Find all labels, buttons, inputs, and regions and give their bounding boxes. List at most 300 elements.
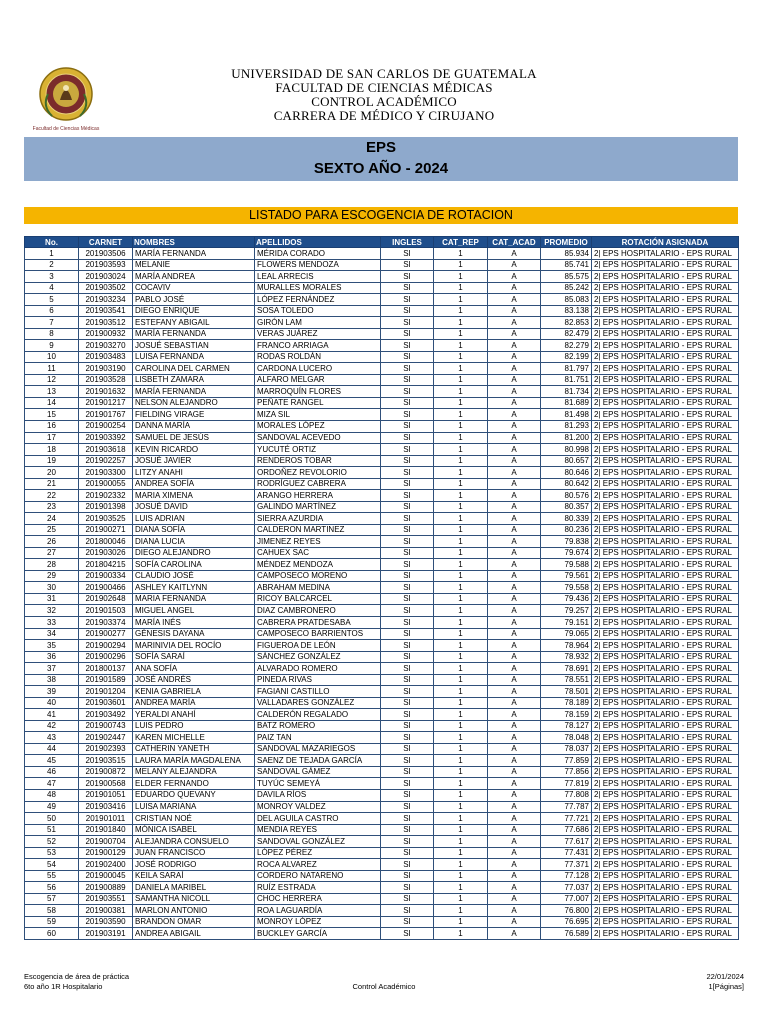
cell-cat-acad: A [488,397,541,409]
cell-no: 9 [25,340,79,352]
cell-rotacion: 2| EPS HOSPITALARIO - EPS RURAL [592,432,739,444]
cell-nombres: EDUARDO QUEVANY [133,789,255,801]
cell-ingles: SI [381,709,434,721]
footer-center: Control Académico [352,982,416,991]
cell-no: 29 [25,570,79,582]
cell-carnet: 201903590 [79,916,133,928]
cell-carnet: 201901840 [79,824,133,836]
cell-carnet: 201900254 [79,420,133,432]
cell-apellidos: SOSA TOLEDO [255,305,381,317]
cell-promedio: 79.257 [541,605,592,617]
cell-nombres: SAMANTHA NICOLL [133,893,255,905]
cell-nombres: JOSÉ RODRIGO [133,859,255,871]
cell-nombres: DIANA LUCIA [133,536,255,548]
cell-carnet: 201901204 [79,686,133,698]
cell-nombres: COCAVIV [133,282,255,294]
cell-carnet: 201903300 [79,467,133,479]
cell-ingles: SI [381,916,434,928]
cell-apellidos: RODRÍGUEZ CABRERA [255,478,381,490]
cell-apellidos: CAHUEX SAC [255,547,381,559]
cell-cat-rep: 1 [434,271,488,283]
cell-ingles: SI [381,386,434,398]
cell-rotacion: 2| EPS HOSPITALARIO - EPS RURAL [592,501,739,513]
cell-cat-acad: A [488,905,541,917]
col-header-rotacion: ROTACIÓN ASIGNADA [592,237,739,248]
cell-ingles: SI [381,905,434,917]
cell-apellidos: ROA LAGUARDÍA [255,905,381,917]
cell-nombres: MÓNICA ISABEL [133,824,255,836]
cell-carnet: 201900129 [79,847,133,859]
cell-cat-rep: 1 [434,893,488,905]
cell-carnet: 201903525 [79,513,133,525]
cell-cat-acad: A [488,743,541,755]
cell-apellidos: CHOC HERRERA [255,893,381,905]
cell-cat-acad: A [488,732,541,744]
cell-carnet: 201900277 [79,628,133,640]
cell-apellidos: PEÑATE RANGEL [255,397,381,409]
cell-promedio: 77.371 [541,859,592,871]
cell-carnet: 201903502 [79,282,133,294]
cell-cat-acad: A [488,720,541,732]
cell-carnet: 201903026 [79,547,133,559]
cell-rotacion: 2| EPS HOSPITALARIO - EPS RURAL [592,570,739,582]
cell-ingles: SI [381,697,434,709]
table-row [25,478,739,490]
cell-no: 43 [25,732,79,744]
cell-cat-rep: 1 [434,328,488,340]
cell-no: 37 [25,663,79,675]
cell-cat-acad: A [488,617,541,629]
cell-rotacion: 2| EPS HOSPITALARIO - EPS RURAL [592,559,739,571]
cell-carnet: 201903416 [79,801,133,813]
cell-cat-rep: 1 [434,513,488,525]
cell-carnet: 201903515 [79,755,133,767]
table-row [25,628,739,640]
cell-cat-rep: 1 [434,248,488,260]
cell-nombres: JOSUÉ SEBASTIAN [133,340,255,352]
cell-rotacion: 2| EPS HOSPITALARIO - EPS RURAL [592,490,739,502]
table-row [25,374,739,386]
cell-apellidos: CORDERO NATARENO [255,870,381,882]
cell-rotacion: 2| EPS HOSPITALARIO - EPS RURAL [592,824,739,836]
cell-rotacion: 2| EPS HOSPITALARIO - EPS RURAL [592,882,739,894]
cell-carnet: 201903374 [79,617,133,629]
cell-promedio: 83.138 [541,305,592,317]
cell-promedio: 77.787 [541,801,592,813]
cell-carnet: 201902447 [79,732,133,744]
cell-carnet: 201901051 [79,789,133,801]
cell-promedio: 77.037 [541,882,592,894]
cell-cat-rep: 1 [434,397,488,409]
cell-promedio: 85.083 [541,294,592,306]
cell-promedio: 81.498 [541,409,592,421]
cell-cat-rep: 1 [434,628,488,640]
cell-apellidos: CALDERON MARTINEZ [255,524,381,536]
cell-apellidos: BUCKLEY GARCÍA [255,928,381,940]
cell-no: 41 [25,709,79,721]
table-row [25,547,739,559]
cell-no: 42 [25,720,79,732]
cell-cat-rep: 1 [434,570,488,582]
cell-apellidos: VERAS JUÁREZ [255,328,381,340]
cell-ingles: SI [381,397,434,409]
col-header-no: No. [25,237,79,248]
cell-carnet: 201900294 [79,640,133,652]
cell-rotacion: 2| EPS HOSPITALARIO - EPS RURAL [592,697,739,709]
cell-nombres: GÉNESIS DAYANA [133,628,255,640]
year-title: SEXTO AÑO - 2024 [313,160,449,177]
cell-cat-acad: A [488,317,541,329]
cell-cat-acad: A [488,501,541,513]
cell-cat-rep: 1 [434,536,488,548]
cell-rotacion: 2| EPS HOSPITALARIO - EPS RURAL [592,813,739,825]
cell-ingles: SI [381,928,434,940]
cell-promedio: 77.721 [541,813,592,825]
cell-cat-acad: A [488,409,541,421]
cell-apellidos: SANDOVAL GONZÁLEZ [255,836,381,848]
cell-apellidos: ALFARO MELGAR [255,374,381,386]
cell-rotacion: 2| EPS HOSPITALARIO - EPS RURAL [592,859,739,871]
cell-nombres: KENIA GABRIELA [133,686,255,698]
table-row [25,490,739,502]
footer-doc-title: Escogencia de área de práctica [24,972,130,981]
cell-ingles: SI [381,363,434,375]
cell-cat-rep: 1 [434,778,488,790]
cell-rotacion: 2| EPS HOSPITALARIO - EPS RURAL [592,916,739,928]
cell-nombres: YERALDI ANAHÍ [133,709,255,721]
cell-ingles: SI [381,513,434,525]
cell-cat-rep: 1 [434,651,488,663]
cell-no: 20 [25,467,79,479]
table-row [25,559,739,571]
cell-ingles: SI [381,455,434,467]
cell-apellidos: ABRAHAM MEDINA [255,582,381,594]
cell-no: 44 [25,743,79,755]
cell-apellidos: GIRÓN LAM [255,317,381,329]
cell-apellidos: FIGUEROA DE LEÓN [255,640,381,652]
table-row [25,697,739,709]
cell-apellidos: MIZA SIL [255,409,381,421]
cell-rotacion: 2| EPS HOSPITALARIO - EPS RURAL [592,801,739,813]
table-row [25,397,739,409]
cell-carnet: 201903618 [79,444,133,456]
cell-nombres: BRANDON OMAR [133,916,255,928]
list-title: LISTADO PARA ESCOGENCIA DE ROTACION [24,207,738,224]
cell-no: 11 [25,363,79,375]
cell-promedio: 79.588 [541,559,592,571]
cell-apellidos: CARDONA LUCERO [255,363,381,375]
cell-promedio: 81.200 [541,432,592,444]
cell-cat-acad: A [488,328,541,340]
col-header-ingles: INGLES [381,237,434,248]
cell-cat-acad: A [488,859,541,871]
rotation-table [24,236,739,940]
cell-carnet: 201901589 [79,674,133,686]
cell-carnet: 201900381 [79,905,133,917]
cell-promedio: 78.551 [541,674,592,686]
cell-cat-rep: 1 [434,432,488,444]
cell-rotacion: 2| EPS HOSPITALARIO - EPS RURAL [592,374,739,386]
cell-nombres: MELANY ALEJANDRA [133,766,255,778]
cell-no: 2 [25,259,79,271]
cell-nombres: MARÍA ANDREA [133,271,255,283]
cell-promedio: 78.037 [541,743,592,755]
cell-no: 12 [25,374,79,386]
cell-carnet: 201903492 [79,709,133,721]
cell-nombres: SAMUEL DE JESÚS [133,432,255,444]
cell-ingles: SI [381,547,434,559]
cell-nombres: LAURA MARÍA MAGDALENA [133,755,255,767]
cell-apellidos: ORDOÑEZ REVOLORIO [255,467,381,479]
cell-nombres: MIGUEL ANGEL [133,605,255,617]
cell-nombres: SOFÍA CAROLINA [133,559,255,571]
cell-nombres: KEVIN RICARDO [133,444,255,456]
cell-nombres: MARIA XIMENA [133,490,255,502]
cell-no: 17 [25,432,79,444]
cell-ingles: SI [381,640,434,652]
cell-apellidos: RENDEROS TOBAR [255,455,381,467]
cell-promedio: 79.065 [541,628,592,640]
cell-promedio: 80.357 [541,501,592,513]
cell-no: 40 [25,697,79,709]
cell-apellidos: MONROY VALDEZ [255,801,381,813]
cell-carnet: 201900296 [79,651,133,663]
cell-nombres: ANDREA ABIGAIL [133,928,255,940]
cell-promedio: 77.617 [541,836,592,848]
cell-cat-rep: 1 [434,582,488,594]
cell-promedio: 78.691 [541,663,592,675]
cell-promedio: 77.431 [541,847,592,859]
cell-ingles: SI [381,778,434,790]
cell-cat-rep: 1 [434,259,488,271]
cell-rotacion: 2| EPS HOSPITALARIO - EPS RURAL [592,870,739,882]
cell-cat-acad: A [488,663,541,675]
cell-cat-rep: 1 [434,824,488,836]
cell-promedio: 76.695 [541,916,592,928]
cell-nombres: ESTEFANY ABIGAIL [133,317,255,329]
table-row [25,905,739,917]
cell-apellidos: CALDERÓN REGALADO [255,709,381,721]
cell-cat-acad: A [488,259,541,271]
cell-ingles: SI [381,859,434,871]
table-row [25,593,739,605]
cell-ingles: SI [381,432,434,444]
cell-apellidos: LÓPEZ PÉREZ [255,847,381,859]
cell-apellidos: CAMPOSECO BARRIENTOS [255,628,381,640]
cell-no: 15 [25,409,79,421]
cell-cat-rep: 1 [434,766,488,778]
cell-cat-rep: 1 [434,674,488,686]
cell-carnet: 201903392 [79,432,133,444]
cell-no: 45 [25,755,79,767]
table-row [25,282,739,294]
cell-cat-acad: A [488,709,541,721]
cell-no: 51 [25,824,79,836]
cell-cat-rep: 1 [434,928,488,940]
cell-nombres: ELDER FERNANDO [133,778,255,790]
cell-cat-rep: 1 [434,340,488,352]
table-row [25,420,739,432]
cell-nombres: ANDREA MARÍA [133,697,255,709]
cell-nombres: CATHERIN YANETH [133,743,255,755]
cell-no: 57 [25,893,79,905]
table-row [25,386,739,398]
table-row [25,444,739,456]
cell-no: 49 [25,801,79,813]
table-row [25,305,739,317]
cell-nombres: LUIS PEDRO [133,720,255,732]
cell-rotacion: 2| EPS HOSPITALARIO - EPS RURAL [592,467,739,479]
cell-ingles: SI [381,847,434,859]
cell-cat-rep: 1 [434,478,488,490]
cell-carnet: 201903270 [79,340,133,352]
cell-ingles: SI [381,524,434,536]
table-row [25,432,739,444]
cell-ingles: SI [381,674,434,686]
cell-rotacion: 2| EPS HOSPITALARIO - EPS RURAL [592,720,739,732]
table-row [25,640,739,652]
cell-ingles: SI [381,259,434,271]
table-row [25,294,739,306]
cell-ingles: SI [381,305,434,317]
cell-cat-rep: 1 [434,317,488,329]
cell-cat-acad: A [488,916,541,928]
cell-no: 60 [25,928,79,940]
cell-ingles: SI [381,351,434,363]
cell-cat-rep: 1 [434,732,488,744]
cell-ingles: SI [381,317,434,329]
cell-promedio: 79.151 [541,617,592,629]
table-row [25,686,739,698]
cell-cat-acad: A [488,870,541,882]
cell-cat-acad: A [488,351,541,363]
cell-carnet: 201903024 [79,271,133,283]
cell-cat-acad: A [488,467,541,479]
cell-cat-acad: A [488,674,541,686]
cell-rotacion: 2| EPS HOSPITALARIO - EPS RURAL [592,778,739,790]
cell-apellidos: RUÍZ ESTRADA [255,882,381,894]
cell-promedio: 77.007 [541,893,592,905]
cell-promedio: 79.561 [541,570,592,582]
cell-rotacion: 2| EPS HOSPITALARIO - EPS RURAL [592,420,739,432]
cell-promedio: 77.686 [541,824,592,836]
cell-carnet: 201900872 [79,766,133,778]
cell-carnet: 201902257 [79,455,133,467]
table-row [25,409,739,421]
cell-rotacion: 2| EPS HOSPITALARIO - EPS RURAL [592,547,739,559]
cell-cat-rep: 1 [434,305,488,317]
cell-no: 22 [25,490,79,502]
cell-cat-acad: A [488,248,541,260]
cell-nombres: DIEGO ALEJANDRO [133,547,255,559]
cell-promedio: 78.159 [541,709,592,721]
cell-cat-rep: 1 [434,916,488,928]
cell-ingles: SI [381,444,434,456]
cell-cat-acad: A [488,340,541,352]
cell-promedio: 79.558 [541,582,592,594]
cell-carnet: 201903528 [79,374,133,386]
cell-apellidos: LEAL ARRECIS [255,271,381,283]
cell-cat-acad: A [488,893,541,905]
career-name: CARRERA DE MÉDICO Y CIRUJANO [273,108,495,123]
table-header-row [25,237,739,248]
cell-promedio: 78.501 [541,686,592,698]
cell-cat-acad: A [488,374,541,386]
cell-no: 5 [25,294,79,306]
cell-carnet: 201900704 [79,836,133,848]
cell-nombres: DANNA MARÍA [133,420,255,432]
cell-promedio: 78.932 [541,651,592,663]
cell-ingles: SI [381,663,434,675]
table-row [25,847,739,859]
cell-ingles: SI [381,582,434,594]
table-row [25,513,739,525]
cell-cat-acad: A [488,271,541,283]
cell-cat-acad: A [488,593,541,605]
cell-cat-rep: 1 [434,859,488,871]
table-row [25,870,739,882]
cell-promedio: 82.279 [541,340,592,352]
cell-cat-rep: 1 [434,559,488,571]
col-header-cat-rep: CAT_REP [434,237,488,248]
cell-apellidos: DIAZ CAMBRONERO [255,605,381,617]
table-row [25,928,739,940]
cell-cat-acad: A [488,686,541,698]
cell-cat-rep: 1 [434,847,488,859]
cell-cat-rep: 1 [434,743,488,755]
cell-apellidos: TUYÚC SEMEYÁ [255,778,381,790]
program-band [24,137,738,181]
university-name: UNIVERSIDAD DE SAN CARLOS DE GUATEMALA [231,66,537,81]
cell-apellidos: LÓPEZ FERNÁNDEZ [255,294,381,306]
cell-rotacion: 2| EPS HOSPITALARIO - EPS RURAL [592,351,739,363]
cell-carnet: 201900466 [79,582,133,594]
cell-ingles: SI [381,766,434,778]
cell-no: 33 [25,617,79,629]
cell-nombres: MARÍA FERNANDA [133,386,255,398]
cell-apellidos: VALLADARES GONZÁLEZ [255,697,381,709]
cell-nombres: KEILA SARAÍ [133,870,255,882]
cell-no: 30 [25,582,79,594]
cell-apellidos: GALINDO MARTÍNEZ [255,501,381,513]
cell-promedio: 79.436 [541,593,592,605]
cell-nombres: JOSUÉ JAVIER [133,455,255,467]
cell-nombres: JOSÉ ANDRÉS [133,674,255,686]
table-row [25,916,739,928]
cell-apellidos: ALVARADO ROMERO [255,663,381,675]
cell-cat-rep: 1 [434,640,488,652]
cell-cat-rep: 1 [434,720,488,732]
cell-no: 23 [25,501,79,513]
cell-carnet: 201902400 [79,859,133,871]
cell-cat-rep: 1 [434,282,488,294]
table-row [25,766,739,778]
table-row [25,893,739,905]
cell-ingles: SI [381,570,434,582]
cell-nombres: CRISTIAN NOÉ [133,813,255,825]
table-row [25,259,739,271]
cell-no: 28 [25,559,79,571]
cell-cat-acad: A [488,570,541,582]
cell-cat-acad: A [488,801,541,813]
cell-carnet: 201903191 [79,928,133,940]
cell-rotacion: 2| EPS HOSPITALARIO - EPS RURAL [592,409,739,421]
cell-promedio: 85.934 [541,248,592,260]
cell-ingles: SI [381,559,434,571]
col-header-apellidos: APELLIDOS [255,237,381,248]
cell-rotacion: 2| EPS HOSPITALARIO - EPS RURAL [592,640,739,652]
cell-carnet: 201800137 [79,663,133,675]
